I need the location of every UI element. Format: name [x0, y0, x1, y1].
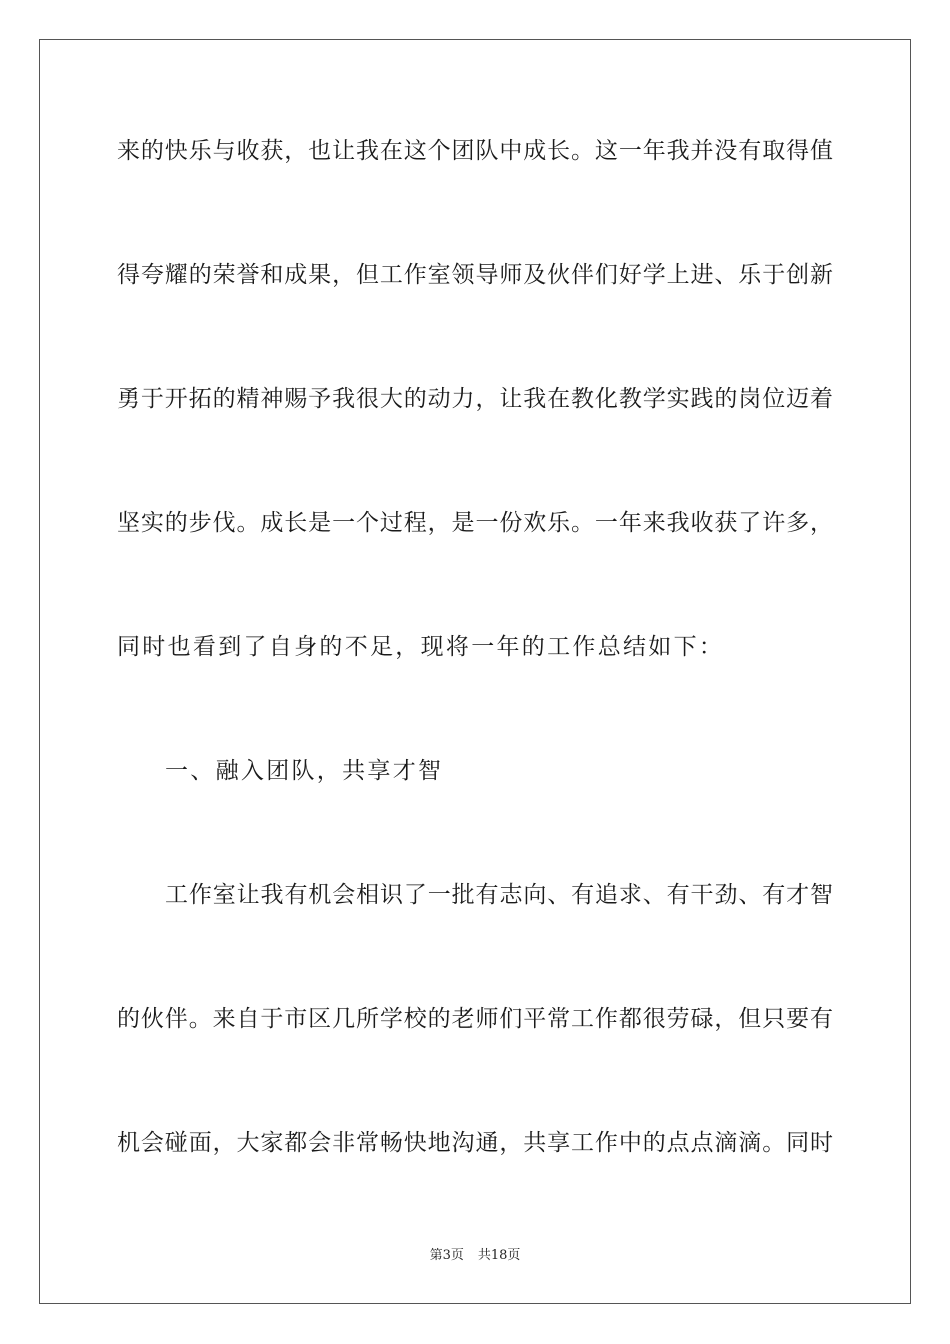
paragraph2-line-2: 的伙伴。来自于市区几所学校的老师们平常工作都很劳碌，但只要有	[117, 1006, 833, 1032]
page-border	[39, 39, 911, 1304]
page-total: 共18页	[477, 1248, 521, 1263]
page-footer	[0, 1247, 950, 1265]
page-number: 第3页	[429, 1248, 464, 1263]
paragraph-line-5: 同时也看到了自身的不足，现将一年的工作总结如下：	[117, 634, 725, 660]
paragraph-line-1: 来的快乐与收获，也让我在这个团队中成长。这一年我并没有取得值	[117, 138, 833, 164]
paragraph2-line-3: 机会碰面，大家都会非常畅快地沟通，共享工作中的点点滴滴。同时	[117, 1130, 833, 1156]
section-heading: 一、融入团队，共享才智	[165, 758, 444, 784]
paragraph-line-2: 得夸耀的荣誉和成果，但工作室领导师及伙伴们好学上进、乐于创新	[117, 262, 833, 288]
paragraph2-line-1: 工作室让我有机会相识了一批有志向、有追求、有干劲、有才智	[165, 882, 833, 908]
paragraph-line-3: 勇于开拓的精神赐予我很大的动力，让我在教化教学实践的岗位迈着	[117, 386, 833, 412]
paragraph-line-4: 坚实的步伐。成长是一个过程，是一份欢乐。一年来我收获了许多，	[117, 510, 833, 536]
